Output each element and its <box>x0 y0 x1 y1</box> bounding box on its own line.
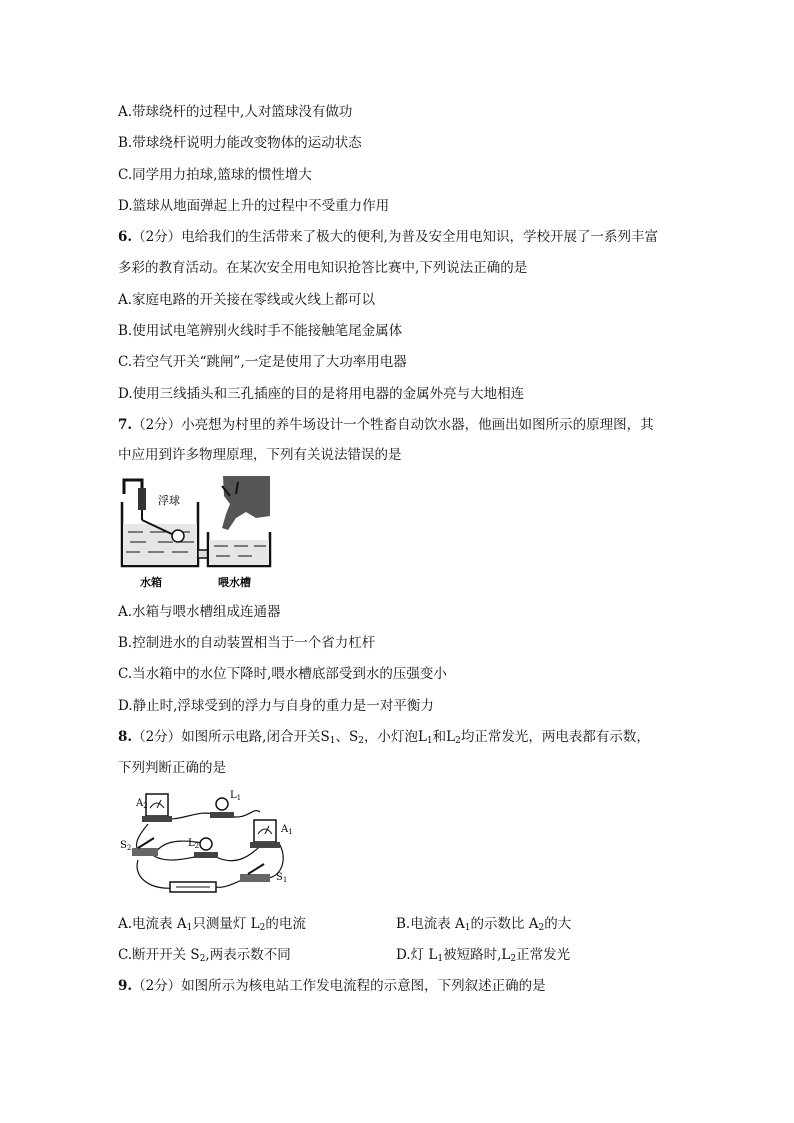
q6-points: （2分） <box>132 229 182 245</box>
q8-option-a <box>118 915 306 937</box>
q8-sub: 1 <box>426 736 433 746</box>
q7-stem-line2: 中应用到许多物理原理，下列有关说法错误的是 <box>118 447 402 463</box>
q9-stem-text: 如图所示为核电站工作发电流程的示意图，下列叙述正确的是 <box>181 978 546 994</box>
q8-opt-sub: 2 <box>510 954 517 964</box>
q8-opt-part: B.电流表 A <box>396 916 465 932</box>
q8-opt-sub: 2 <box>199 954 206 964</box>
q8-stem-line2: 下列判断正确的是 <box>118 760 226 776</box>
q8-opt-part: 的大 <box>544 916 572 932</box>
q8-opt-part: 的示数比 A <box>470 916 539 932</box>
q6-stem-line1: 电给我们的生活带来了极大的便利,为普及安全用电知识，学校开展了一系列丰富 <box>181 229 658 245</box>
q7-points: （2分） <box>132 417 182 433</box>
q8-points: （2分） <box>132 729 182 745</box>
q8-opt-part: 的电流 <box>265 916 306 932</box>
lamp-l1-icon <box>216 798 228 810</box>
q8-option-c <box>118 946 291 968</box>
q8-opt-part: 正常发光 <box>516 947 571 963</box>
q9-number: 9. <box>118 978 133 994</box>
q7-number: 7. <box>118 417 133 433</box>
q6-stem-line2: 多彩的教育活动。在某次安全用电知识抢答比赛中,下列说法正确的是 <box>118 260 528 276</box>
q8-sub: 2 <box>455 736 461 746</box>
trough-label: 喂水槽 <box>218 576 251 589</box>
q6-option-a: A.家庭电路的开关接在零线或火线上都可以 <box>118 292 376 308</box>
float-label: 浮球 <box>158 494 180 507</box>
q8-stem <box>118 728 650 750</box>
q8-stem-part: 和L <box>432 729 456 745</box>
tank-label: 水箱 <box>140 576 162 589</box>
q8-opt-part: ,两表示数不同 <box>205 947 291 963</box>
q8-opt-part: D.灯 L <box>396 947 438 963</box>
q8-sub: 1 <box>329 736 336 746</box>
q7-stem-line1: 小亮想为村里的养牛场设计一个牲畜自动饮水器，他画出如图所示的原理图，其 <box>181 417 654 433</box>
switch-s1-icon <box>240 874 270 882</box>
q8-opt-sub: 2 <box>259 923 266 933</box>
water-dispenser-figure <box>118 474 273 594</box>
q8-opt-sub: 2 <box>538 923 545 933</box>
label-l2: $L_2$ <box>188 838 200 850</box>
q8-opt-sub: 1 <box>186 923 193 933</box>
q7-option-d: D.静止时,浮球受到的浮力与自身的重力是一对平衡力 <box>118 698 434 714</box>
q8-opt-part: C.断开开关 S <box>118 947 200 963</box>
q6-option-d: D.使用三线插头和三孔插座的目的是将用电器的金属外亮与大地相连 <box>118 386 525 402</box>
q8-sub: 2 <box>358 736 364 746</box>
q6-option-b: B.使用试电笔辨别火线时手不能接触笔尾金属体 <box>118 323 403 339</box>
label-a1: $A_1$ <box>281 824 293 836</box>
q8-stem-part: 、S <box>335 729 359 745</box>
ammeter-a1-icon <box>254 820 276 842</box>
q8-opt-part: 只测量灯 L <box>192 916 260 932</box>
q8-opt-part: 被短路时,L <box>443 947 511 963</box>
q8-option-b <box>396 915 571 937</box>
q8-option-d <box>396 946 570 968</box>
q7-option-a: A.水箱与喂水槽组成连通器 <box>118 604 281 620</box>
q8-stem-part: 如图所示电路,闭合开关S <box>181 729 330 745</box>
switch-s2-icon <box>132 848 158 856</box>
q6-stem <box>118 228 658 246</box>
q9-stem <box>118 977 546 995</box>
q5-option-b: B.带球绕杆说明力能改变物体的运动状态 <box>118 135 362 151</box>
q7-stem <box>118 416 654 434</box>
cow-icon <box>222 476 270 530</box>
q8-opt-sub: 1 <box>437 954 444 964</box>
label-a2: $A_2$ <box>136 798 148 810</box>
label-s1: $S_1$ <box>276 872 288 884</box>
q5-option-a: A.带球绕杆的过程中,人对篮球没有做功 <box>118 104 353 120</box>
float-ball-icon <box>172 530 184 542</box>
ammeter-a2-icon <box>146 794 168 816</box>
q7-option-c: C.当水箱中的水位下降时,喂水槽底部受到水的压强变小 <box>118 666 447 682</box>
q6-option-c: C.若空气开关“跳闸”,一定是使用了大功率用电器 <box>118 354 407 370</box>
q5-option-c: C.同学用力拍球,篮球的惯性增大 <box>118 167 312 183</box>
q9-points: （2分） <box>132 978 182 994</box>
label-l1: $L_1$ <box>230 790 242 802</box>
q8-stem-part: ，小灯泡L <box>363 729 427 745</box>
inlet-valve-icon <box>138 488 146 510</box>
q8-opt-sub: 1 <box>464 923 471 933</box>
q8-stem-part: 均正常发光，两电表都有示数， <box>460 729 650 745</box>
q8-opt-part: A.电流表 A <box>118 916 187 932</box>
lamp-l2-icon <box>200 838 212 850</box>
circuit-figure <box>118 786 298 898</box>
label-s2: $S_2$ <box>120 840 132 852</box>
q7-option-b: B.控制进水的自动装置相当于一个省力杠杆 <box>118 635 376 651</box>
q5-option-d: D.篮球从地面弹起上升的过程中不受重力作用 <box>118 198 390 214</box>
q8-number: 8. <box>118 729 133 745</box>
q6-number: 6. <box>118 229 133 245</box>
